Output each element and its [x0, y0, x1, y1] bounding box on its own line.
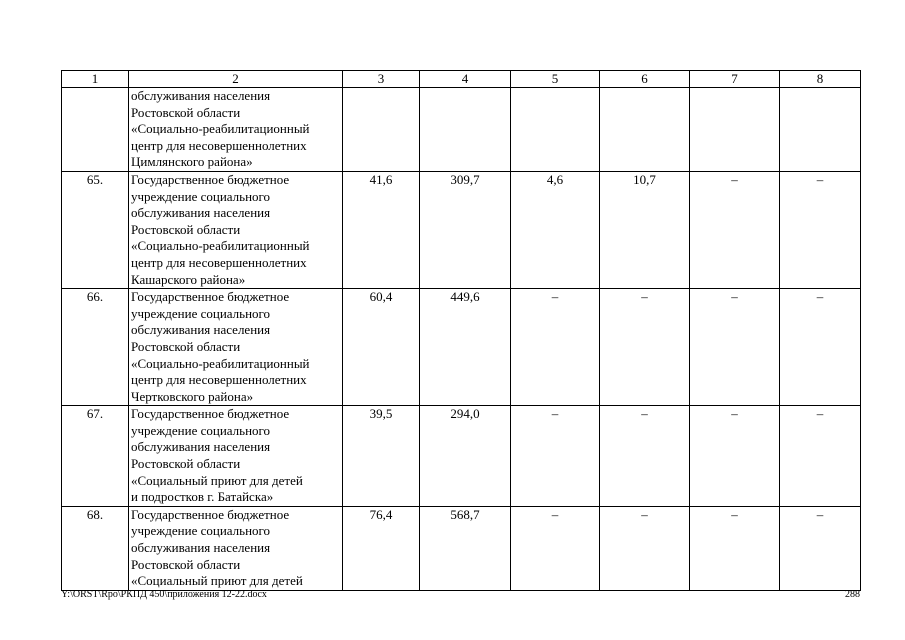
- row-number-cell: 65.: [62, 171, 129, 288]
- table-row: [62, 88, 861, 172]
- table-header-row: [62, 71, 861, 88]
- column-number-8: 8: [780, 71, 861, 88]
- institution-name-cell: [129, 88, 343, 172]
- institution-name-line: Чертковского района»: [131, 388, 254, 404]
- column-number-1: 1: [62, 71, 129, 88]
- value-cell-col7: –: [690, 171, 780, 288]
- value-cell-col5: –: [511, 406, 600, 507]
- institution-name-line: центр для несовершеннолетних: [131, 137, 307, 153]
- column-number-7: 7: [690, 71, 780, 88]
- institution-name-line: Государственное бюджетное: [131, 506, 290, 522]
- value-cell-col7: [690, 88, 780, 172]
- value-cell-col3: 60,4: [343, 289, 420, 406]
- value-cell-col5: 4,6: [511, 171, 600, 288]
- institution-name-line: Государственное бюджетное: [131, 406, 290, 422]
- institution-name-line: Ростовской области: [131, 556, 241, 572]
- value-cell-col3: [343, 88, 420, 172]
- footer-page-number: 288: [845, 589, 860, 600]
- institution-name-line: учреждение социального: [131, 422, 271, 438]
- value-cell-col3: 41,6: [343, 171, 420, 288]
- institution-name-line: и подростков г. Батайска»: [131, 489, 274, 505]
- institution-name-line: «Социальный приют для детей: [131, 573, 303, 589]
- institution-name-line: обслуживания населения: [131, 88, 271, 103]
- institution-name-line: Ростовской области: [131, 104, 241, 120]
- column-number-2: 2: [129, 71, 343, 88]
- row-number-cell: 67.: [62, 406, 129, 507]
- institution-name-line: центр для несовершеннолетних: [131, 372, 307, 388]
- institution-name-cell: [129, 289, 343, 406]
- value-cell-col4: [420, 88, 511, 172]
- row-number-cell: [62, 88, 129, 172]
- institution-name-line: обслуживания населения: [131, 322, 271, 338]
- institution-name-line: Ростовской области: [131, 221, 241, 237]
- column-number-5: 5: [511, 71, 600, 88]
- table-row: [62, 171, 861, 288]
- institution-name-line: Государственное бюджетное: [131, 171, 290, 187]
- value-cell-col8: –: [780, 506, 861, 590]
- column-number-6: 6: [600, 71, 690, 88]
- institution-name-line: «Социально-реабилитационный: [131, 355, 310, 371]
- value-cell-col7: –: [690, 289, 780, 406]
- value-cell-col3: 39,5: [343, 406, 420, 507]
- value-cell-col4: 449,6: [420, 289, 511, 406]
- value-cell-col6: –: [600, 289, 690, 406]
- institution-name-line: учреждение социального: [131, 523, 271, 539]
- institution-name-cell: [129, 506, 343, 590]
- institution-name-line: Ростовской области: [131, 456, 241, 472]
- institution-name-line: Государственное бюджетное: [131, 289, 290, 305]
- institution-name-line: Кашарского района»: [131, 271, 246, 287]
- value-cell-col5: –: [511, 289, 600, 406]
- value-cell-col6: [600, 88, 690, 172]
- value-cell-col5: –: [511, 506, 600, 590]
- institution-name-line: Ростовской области: [131, 338, 241, 354]
- value-cell-col4: 309,7: [420, 171, 511, 288]
- institution-name-line: «Социально-реабилитационный: [131, 121, 310, 137]
- value-cell-col8: –: [780, 289, 861, 406]
- value-cell-col6: –: [600, 406, 690, 507]
- institution-name-cell: [129, 171, 343, 288]
- footer-file-path: Y:\ORST\Rpo\РКПД 450\приложения 12-22.docx: [61, 589, 267, 600]
- institution-name-line: «Социальный приют для детей: [131, 472, 303, 488]
- institution-name-line: обслуживания населения: [131, 540, 271, 556]
- value-cell-col7: –: [690, 506, 780, 590]
- table-row: [62, 406, 861, 507]
- value-cell-col7: –: [690, 406, 780, 507]
- table-row: [62, 289, 861, 406]
- row-number-cell: 68.: [62, 506, 129, 590]
- institution-name-cell: [129, 406, 343, 507]
- institution-name-line: «Социально-реабилитационный: [131, 238, 310, 254]
- value-cell-col5: [511, 88, 600, 172]
- table-row: [62, 506, 861, 590]
- value-cell-col4: 294,0: [420, 406, 511, 507]
- institution-name-line: учреждение социального: [131, 188, 271, 204]
- institution-name-line: учреждение социального: [131, 305, 271, 321]
- value-cell-col6: 10,7: [600, 171, 690, 288]
- value-cell-col8: [780, 88, 861, 172]
- value-cell-col8: –: [780, 406, 861, 507]
- value-cell-col4: 568,7: [420, 506, 511, 590]
- value-cell-col8: –: [780, 171, 861, 288]
- column-number-4: 4: [420, 71, 511, 88]
- institution-name-line: центр для несовершеннолетних: [131, 254, 307, 270]
- value-cell-col3: 76,4: [343, 506, 420, 590]
- value-cell-col6: –: [600, 506, 690, 590]
- row-number-cell: 66.: [62, 289, 129, 406]
- column-number-3: 3: [343, 71, 420, 88]
- institution-name-line: обслуживания населения: [131, 205, 271, 221]
- institution-name-line: обслуживания населения: [131, 439, 271, 455]
- appendix-table: [61, 70, 861, 591]
- institution-name-line: Цимлянского района»: [131, 154, 253, 170]
